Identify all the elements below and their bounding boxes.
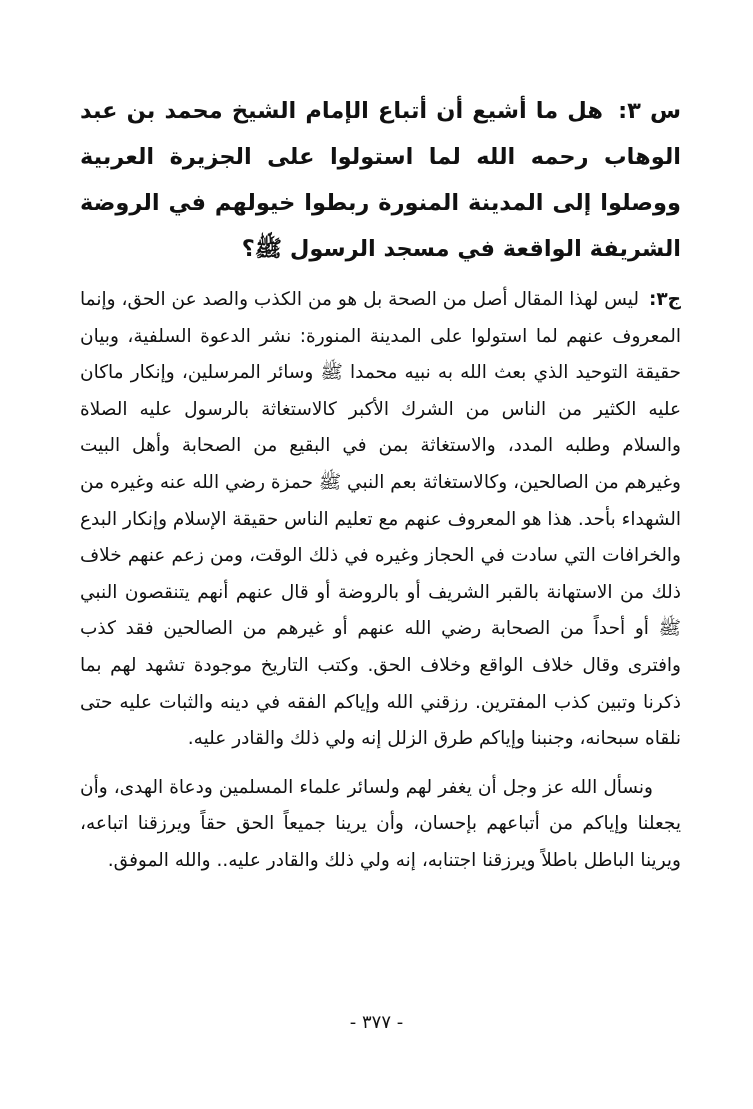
answer-text: ليس لهذا المقال أصل من الصحة بل هو من الكذب والصد عن الحق، وإنما المعروف عنهم لما استولوا على المدينة المنورة: نشر الدعوة السلفية، وبيان حقيقة التوحيد الذي بعث الله به نبيه محمدا ﷺ وسائر المرسلين، وإنكار ماكان عليه الكثير من الناس من الشرك الأكبر كالاستغاثة بالرسول عليه الصلاة والسلام وطلبه المدد، والاستغاثة بمن في البقيع من الصحابة وأهل البيت وغيرهم من الصالحين، وكالاستغاثة بعم النبي ﷺ حمزة رضي الله عنه وغيره من الشهداء بأحد. هذا هو المعروف عنهم مع تعليم الناس حقيقة الإسلام وإنكار البدع والخرافات التي سادت في الحجاز وغيره في ذلك الوقت، ومن زعم عنهم خلاف ذلك من الاستهانة بالقبر الشريف أو بالروضة أو قال عنهم أنهم يتنقصون النبي ﷺ أو أحداً من الصحابة رضي الله عنهم أو غيرهم من الصالحين فقد كذب وافترى وقال خلاف الواقع وخلاف الحق. وكتب التاريخ موجودة تشهد لهم بما ذكرنا وتبين كذب المفترين. رزقني الله وإياكم الفقه في دينه والثبات عليه حتى نلقاه سبحانه، وجنبنا وإياكم طرق الزلل إنه ولي ذلك والقادر عليه. [80, 289, 681, 750]
question-label: س ٣: [618, 98, 681, 124]
answer-label: ج٣: [648, 289, 681, 310]
closing-paragraph: ونسأل الله عز وجل أن يغفر لهم ولسائر علماء المسلمين ودعاة الهدى، وأن يجعلنا وإياكم من أتباعهم بإحسان، وأن يرينا جميعاً الحق حقاً ويرزقنا اتباعه، ويرينا الباطل باطلاً ويرزقنا اجتنابه، إنه ولي ذلك والقادر عليه.. والله الموفق. [80, 776, 681, 871]
question-paragraph [80, 88, 681, 272]
question-text: هل ما أشيع أن أتباع الإمام الشيخ محمد بن عبد الوهاب رحمه الله لما استولوا على الجزيرة العربية ووصلوا إلى المدينة المنورة ربطوا خيولهم في الروضة الشريفة الواقعة في مسجد الرسول ﷺ؟ [80, 98, 681, 262]
page-number: - ٣٧٧ - [349, 1012, 404, 1033]
answer-paragraph [80, 282, 681, 758]
